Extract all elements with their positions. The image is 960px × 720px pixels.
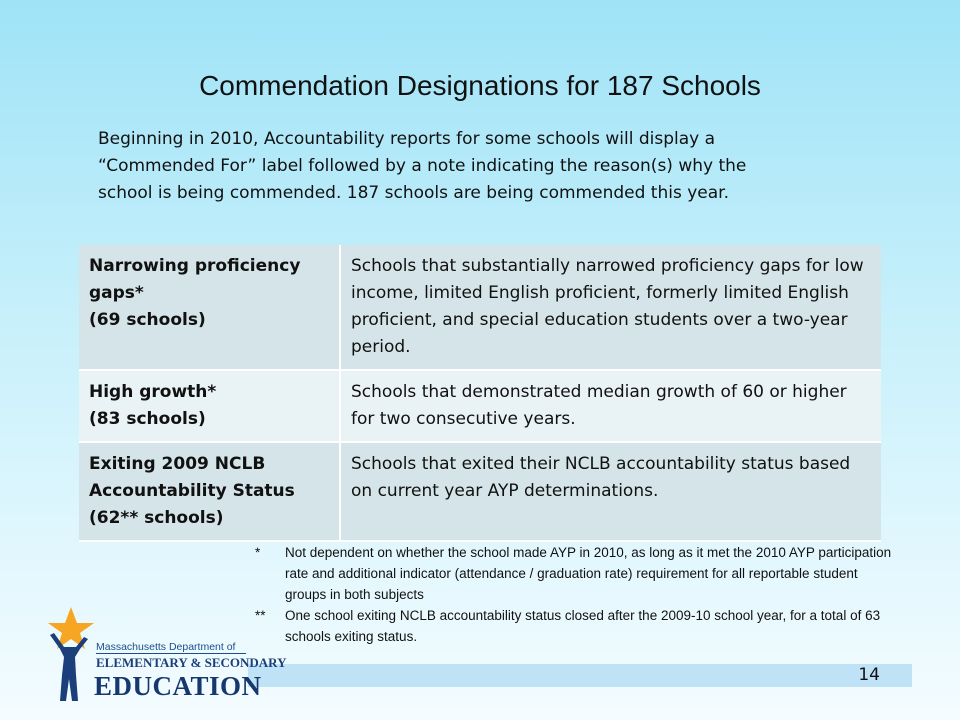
designation-term: [79, 245, 340, 370]
table-row: [79, 370, 881, 442]
term-line: Exiting 2009 NCLB: [89, 454, 266, 474]
footnote-mark: *: [255, 545, 261, 560]
designations-table: [79, 245, 881, 542]
logo-edu-line: EDUCATION: [94, 671, 262, 701]
footnote: [255, 605, 895, 647]
footnote-text: One school exiting NCLB accountability status closed after the 2009-10 school year, for a total of 63 schools exiting status.: [285, 608, 881, 644]
designation-description: Schools that demonstrated median growth of 60 or higher for two consecutive years.: [340, 370, 881, 442]
term-line: (62** schools): [89, 508, 224, 528]
logo-rule: [96, 653, 246, 654]
designation-description: Schools that exited their NCLB accountability status based on current year AYP determinations.: [340, 442, 881, 541]
term-line: High growth*: [89, 382, 217, 402]
intro-line: school is being commended. 187 schools are being commended this year.: [98, 183, 729, 203]
term-line: Narrowing proficiency: [89, 256, 301, 276]
figure-shape: [50, 633, 88, 701]
logo-dept-line: Massachusetts Department of: [96, 641, 236, 653]
table-row: [79, 442, 881, 541]
footnote: [255, 542, 895, 605]
table-row: [79, 245, 881, 370]
footnotes: [255, 542, 895, 647]
logo-big-line: ELEMENTARY & SECONDARY: [96, 655, 287, 670]
term-line: gaps*: [89, 283, 144, 303]
intro-line: “Commended For” label followed by a note indicating the reason(s) why the: [98, 156, 747, 176]
designation-term: [79, 442, 340, 541]
footer-bar: [248, 664, 912, 687]
term-line: Accountability Status: [89, 481, 295, 501]
term-line: (69 schools): [89, 310, 206, 330]
page-number: 14: [858, 665, 880, 685]
footnote-text: Not dependent on whether the school made AYP in 2010, as long as it met the 2010 AYP participation rate and additional indicator (attendance / graduation rate) requirement for all reportable student groups in both subjects: [285, 545, 892, 602]
term-line: (83 schools): [89, 409, 206, 429]
star-shape: [48, 607, 94, 649]
slide-title: Commendation Designations for 187 Schools: [199, 70, 761, 101]
intro-paragraph: [98, 126, 878, 207]
footnote-mark: **: [255, 608, 266, 623]
designation-term: [79, 370, 340, 442]
intro-line: Beginning in 2010, Accountability reports for some schools will display a: [98, 129, 716, 149]
dese-logo: [38, 605, 287, 705]
designation-description: Schools that substantially narrowed proficiency gaps for low income, limited English proficient, formerly limited English proficient, and special education students over a two-year period.: [340, 245, 881, 370]
star-figure-icon: [38, 605, 98, 705]
